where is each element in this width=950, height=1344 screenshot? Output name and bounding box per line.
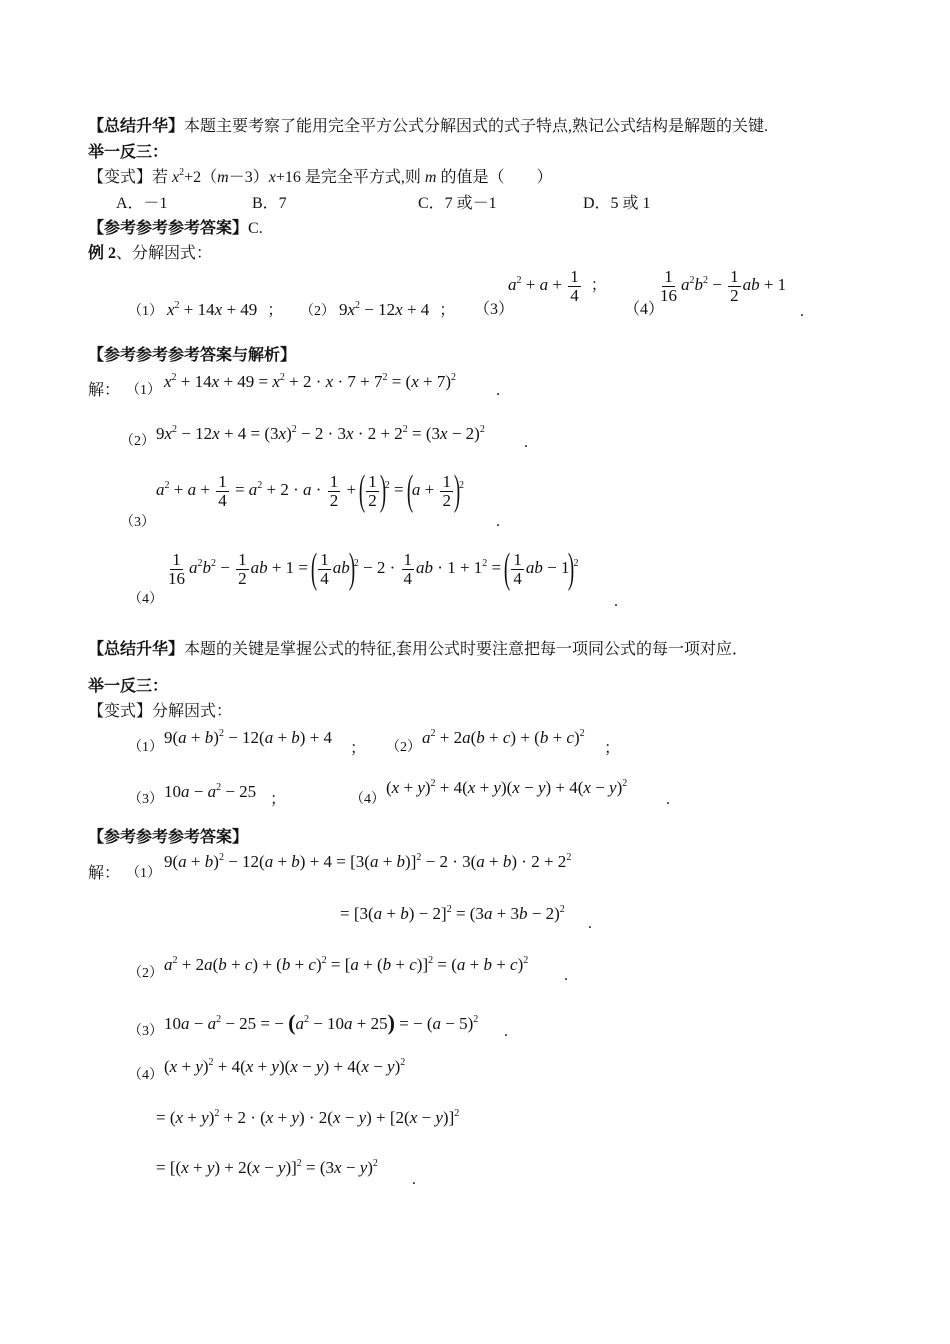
answer-value: C. (248, 220, 263, 237)
variant-problem-1: $9(a + b)^2 - 12(a + b) + 4$ (164, 728, 333, 747)
solution-prefix-2: 解： (88, 865, 121, 882)
variant-question: 【变式】若 $x^2+2(m-3)x+16$ 是完全平方式,则 m 的值是（ ） (88, 167, 553, 186)
variant-solution-4a: $(x + y)^2 + 4(x + y)(x - y) + 4(x - y)^2$ (164, 1057, 406, 1076)
variant-problem-2: $a^2 + 2a(b + c) + (b + c)^2$ (422, 728, 585, 747)
summary-text: 本题主要考察了能用完全平方公式分解因式的式子特点,熟记公式结构是解题的关键. (184, 118, 769, 135)
option-c: C．7 或－1 (418, 195, 497, 212)
variant-tag: 【变式】 (88, 169, 153, 186)
summary-tag: 【总结升华】 (88, 118, 185, 135)
practice-heading: 举一反三： (88, 144, 169, 161)
practice-heading-2: 举一反三： (88, 678, 169, 695)
solution-4: $\frac{1}{16}$ $a^2b^2$ − $\frac{1}{2}$ ab + 1 = ( $\frac{1}{4}$ ab)$^2$ − 2 · $\frac{1}{4}$ ab · $1 + 1^2$ = ( $\frac{1}{4}$ ab − 1)$^2$ (168, 546, 579, 592)
problem-2: （2） $9x^2 - 12x + 4$ ； (300, 300, 456, 319)
answer-tag-3: 【参考参考参考答案】 (88, 829, 249, 846)
option-d: D．5 或 1 (583, 195, 651, 212)
answer-tag: 【参考参考参考答案】 (88, 220, 249, 237)
variant-solution-4c: = $[(x + y) + 2(x - y)]^2 = (3x - y)^2$ (156, 1158, 378, 1177)
variant-solution-3: $10a - a^2 - 25$ = − $(a^2 - 10a + 25)$ = − $(a - 5)^2$ (164, 1010, 479, 1035)
variant-heading-2: 【变式】分解因式： (88, 703, 233, 720)
solution-prefix: 解： (88, 382, 121, 399)
solution-1: $x^2 + 14x + 49 = x^2 + 2 \cdot x \cdot 7 + 7^2 = (x + 7)^2$ (164, 372, 457, 391)
summary-paragraph-2: 【总结升华】本题的关键是掌握公式的特征,套用公式时要注意把每一项同公式的每一项对应． (88, 641, 749, 658)
option-a: A．－1 (116, 195, 168, 212)
problem-4: $\frac{1}{16}$ $a^2b^2$ − $\frac{1}{2}$ ab + 1 (660, 267, 787, 305)
variant-solution-1a: $9(a + b)^2 - 12(a + b) + 4 = [3(a + b)]^2 - 2 \cdot 3(a + b) \cdot 2 + 2^2$ (164, 852, 572, 871)
summary-paragraph (88, 117, 768, 136)
variant-solution-4b: = $(x + y)^2 + 2 \cdot (x + y) \cdot 2(x - y) + [2(x - y)]^2$ (156, 1108, 460, 1127)
problem-3: $a^2 + a$ + $\frac{1}{4}$ ； (508, 267, 607, 305)
variant-problem-4: $(x + y)^2 + 4(x + y)(x - y) + 4(x - y)^2$ (386, 778, 628, 797)
solution-2: $9x^2 - 12x + 4 = (3x)^2 - 2 \cdot 3x \cdot 2 + 2^2 = (3x - 2)^2$ (156, 424, 485, 443)
solution-3: $a^2 + a$ + $\frac{1}{4}$ = $a^2 + 2 \cdot a$ · $\frac{1}{2}$ + ( $\frac{1}{2}$ )$^2$ = (a + $\frac{1}{2}$ )$^2$ (156, 468, 464, 514)
answer-explanation-tag: 【参考参考参考答案与解析】 (88, 347, 297, 364)
problem-4-label: （4） (624, 301, 665, 318)
problem-3-label: （3） (474, 301, 515, 318)
example-heading: 例 2、分解因式： (88, 245, 213, 262)
variant-problem-3: $10a - a^2 - 25$ (164, 782, 257, 801)
problem-1: （1） $x^2 + 14x + 49$ ； (128, 300, 284, 319)
variant-solution-1b: = $[3(a + b) - 2]^2 = (3a + 3b - 2)^2$ (340, 904, 565, 923)
option-b: B．7 (252, 195, 287, 212)
variant-solution-2: $a^2 + 2a(b + c) + (b + c)^2 = [a + (b + c)]^2 = (a + b + c)^2$ (164, 955, 529, 974)
answer-line (88, 219, 263, 238)
